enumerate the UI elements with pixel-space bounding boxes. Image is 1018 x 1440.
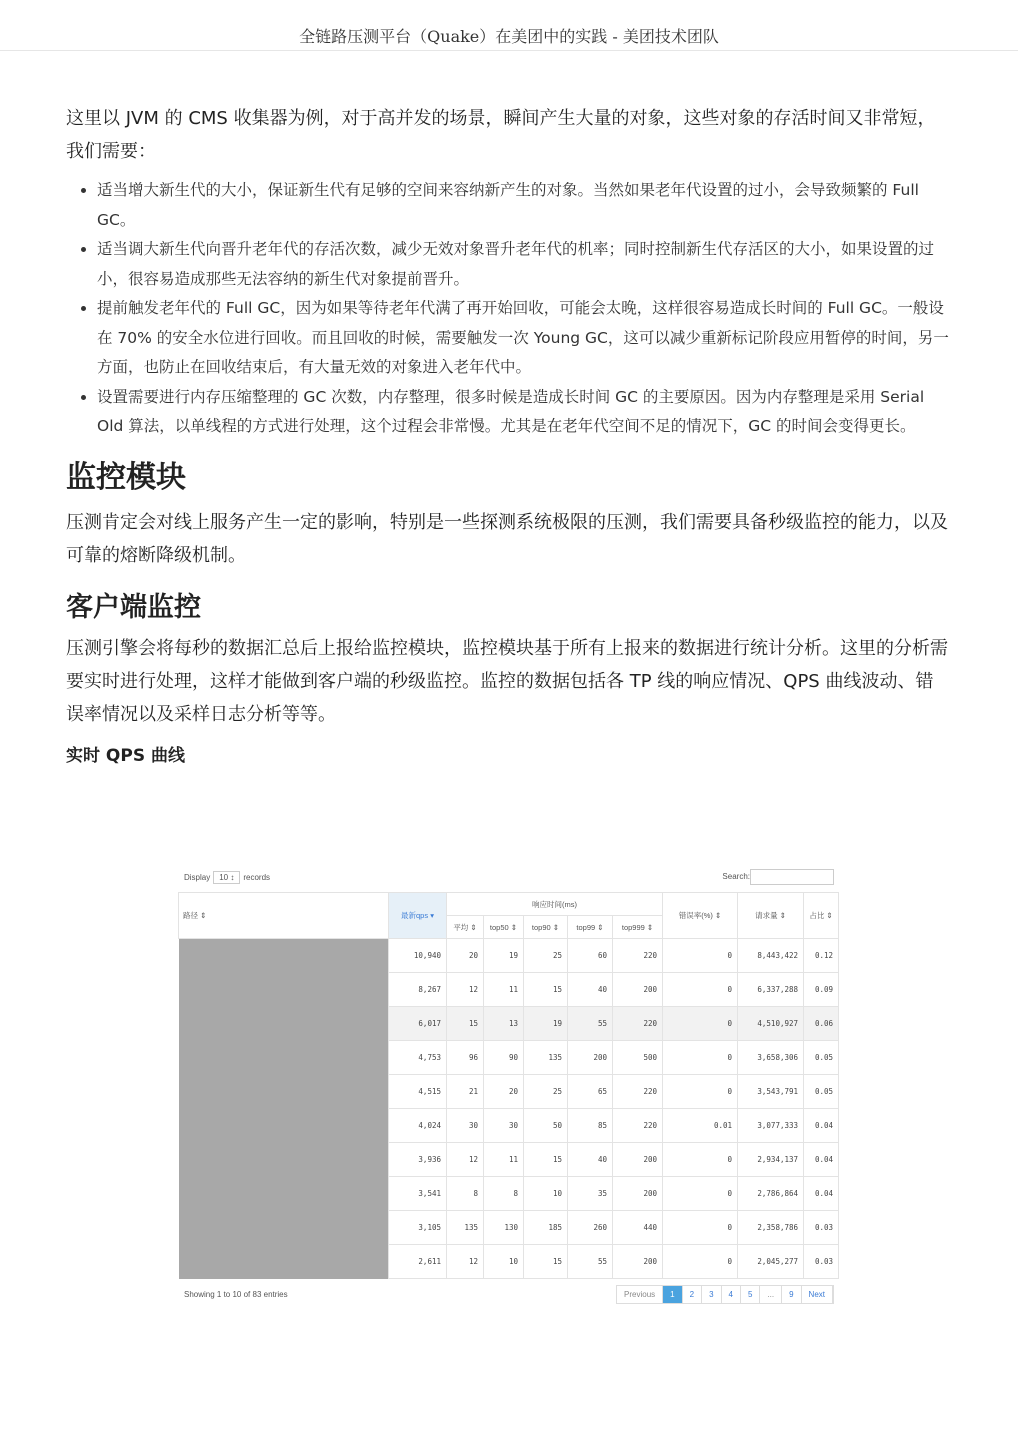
table-cell: 2,611	[389, 1245, 447, 1279]
search-input[interactable]	[750, 869, 834, 885]
page-button[interactable]: ...	[760, 1286, 782, 1303]
page-header-title: 全链路压测平台（Quake）在美团中的实践 - 美团技术团队	[299, 27, 719, 46]
page-button[interactable]: 1	[663, 1286, 682, 1303]
table-cell: 12	[447, 1143, 484, 1177]
table-cell: 10	[484, 1245, 524, 1279]
table-cell: 2,934,137	[738, 1143, 804, 1177]
table-cell: 35	[568, 1177, 613, 1211]
table-cell: 19	[484, 939, 524, 973]
table-cell: 0.03	[804, 1245, 839, 1279]
table-cell: 50	[524, 1109, 568, 1143]
col-top999[interactable]: top999 ⇕	[613, 916, 663, 939]
table-cell: 10	[524, 1177, 568, 1211]
table-cell: 200	[613, 1245, 663, 1279]
page-button[interactable]: Next	[802, 1286, 833, 1303]
table-cell: 0.03	[804, 1211, 839, 1245]
table-cell: 0.04	[804, 1143, 839, 1177]
table-cell: 200	[613, 973, 663, 1007]
table-cell: 220	[613, 939, 663, 973]
table-cell: 4,753	[389, 1041, 447, 1075]
table-cell: 260	[568, 1211, 613, 1245]
page-button[interactable]: 5	[741, 1286, 760, 1303]
table-cell: 2,045,277	[738, 1245, 804, 1279]
table-cell: 200	[613, 1177, 663, 1211]
table-cell: 0	[663, 973, 738, 1007]
table-cell: 0	[663, 1007, 738, 1041]
search-label: Search:	[722, 872, 750, 882]
table-cell: 6,337,288	[738, 973, 804, 1007]
table-cell: 4,024	[389, 1109, 447, 1143]
table-cell: 0	[663, 1177, 738, 1211]
list-item: • 设置需要进行内存压缩整理的 GC 次数，内存整理，很多时候是造成长时间 GC 的主要原因。因为内存整理是采用 Serial Old 算法，以单线程的方式进行处理，这个过程会非常慢。尤其是在老年代空间不足的情况下，GC 的时间会变得更长。	[97, 383, 950, 442]
table-cell: 20	[447, 939, 484, 973]
table-cell: 220	[613, 1109, 663, 1143]
table-cell: 0	[663, 1143, 738, 1177]
table-cell: 185	[524, 1211, 568, 1245]
page-button[interactable]: 4	[722, 1286, 741, 1303]
page-button[interactable]: 3	[702, 1286, 721, 1303]
list-item: • 适当调大新生代向晋升老年代的存活次数，减少无效对象晋升老年代的机率；同时控制新生代存活区的大小，如果设置的过小，很容易造成那些无法容纳的新生代对象提前晋升。	[97, 235, 950, 294]
col-group-response-time: 响应时间(ms)	[447, 893, 663, 916]
col-avg[interactable]: 平均 ⇕	[447, 916, 484, 939]
table-cell: 0.04	[804, 1109, 839, 1143]
table-cell: 3,543,791	[738, 1075, 804, 1109]
table-cell: 0.05	[804, 1041, 839, 1075]
col-error-rate[interactable]: 错误率(%) ⇕	[663, 893, 738, 939]
table-cell: 0	[663, 939, 738, 973]
table-cell: 30	[447, 1109, 484, 1143]
header-divider	[0, 50, 1018, 51]
table-cell: 40	[568, 1143, 613, 1177]
page-button[interactable]: 9	[782, 1286, 801, 1303]
table-cell: 60	[568, 939, 613, 973]
table-cell: 220	[613, 1007, 663, 1041]
table-cell: 21	[447, 1075, 484, 1109]
display-label: Display	[184, 872, 211, 882]
table-cell: 12	[447, 973, 484, 1007]
table-cell: 55	[568, 1245, 613, 1279]
table-cell: 0.04	[804, 1177, 839, 1211]
table-cell: 200	[568, 1041, 613, 1075]
table-cell: 8	[484, 1177, 524, 1211]
article-body	[66, 102, 950, 766]
table-cell: 40	[568, 973, 613, 1007]
table-cell: 0.09	[804, 973, 839, 1007]
table-cell: 30	[484, 1109, 524, 1143]
col-requests[interactable]: 请求量 ⇕	[738, 893, 804, 939]
table-cell: 55	[568, 1007, 613, 1041]
table-cell: 3,105	[389, 1211, 447, 1245]
table-cell: 8	[447, 1177, 484, 1211]
table-cell: 220	[613, 1075, 663, 1109]
table-cell: 15	[524, 1245, 568, 1279]
page-button[interactable]: Previous	[617, 1286, 663, 1303]
col-top50[interactable]: top50 ⇕	[484, 916, 524, 939]
table-cell: 20	[484, 1075, 524, 1109]
intro-paragraph: 这里以 JVM 的 CMS 收集器为例，对于高并发的场景，瞬间产生大量的对象，这些对象的存活时间又非常短，我们需要：	[66, 108, 936, 162]
table-cell: 3,936	[389, 1143, 447, 1177]
table-cell: 135	[447, 1211, 484, 1245]
table-cell: 25	[524, 1075, 568, 1109]
records-label: records	[243, 872, 271, 882]
table-cell: 65	[568, 1075, 613, 1109]
list-item: • 提前触发老年代的 Full GC，因为如果等待老年代满了再开始回收，可能会太晚，这样很容易造成长时间的 Full GC。一般设在 70% 的安全水位进行回收。而且回收的时候，需要触发一次 Young GC，这可以减少重新标记阶段应用暂停的时间，另一方面，也防止在回收结束后，有大量无效的对象进入老年代中。	[97, 294, 950, 383]
table-cell: 200	[613, 1143, 663, 1177]
table-cell: 3,658,306	[738, 1041, 804, 1075]
paragraph: 压测引擎会将每秒的数据汇总后上报给监控模块，监控模块基于所有上报来的数据进行统计分析。这里的分析需要实时进行处理，这样才能做到客户端的秒级监控。监控的数据包括各 TP 线的响应情况、QPS 曲线波动、错误率情况以及采样日志分析等等。	[66, 637, 948, 725]
table-cell: 130	[484, 1211, 524, 1245]
page-button[interactable]: 2	[683, 1286, 702, 1303]
paragraph: 压测肯定会对线上服务产生一定的影响，特别是一些探测系统极限的压测，我们需要具备秒级监控的能力，以及可靠的熔断降级机制。	[66, 511, 948, 566]
table-cell: 4,510,927	[738, 1007, 804, 1041]
qps-table	[178, 892, 839, 1279]
table-cell: 15	[447, 1007, 484, 1041]
table-cell: 500	[613, 1041, 663, 1075]
table-cell: 2,786,864	[738, 1177, 804, 1211]
table-cell: 4,515	[389, 1075, 447, 1109]
redacted-path-cell	[179, 939, 389, 1279]
table-cell: 10,940	[389, 939, 447, 973]
table-cell: 0.12	[804, 939, 839, 973]
col-path[interactable]: 路径 ⇕	[179, 893, 389, 939]
table-cell: 25	[524, 939, 568, 973]
pagination	[616, 1285, 834, 1304]
table-cell: 85	[568, 1109, 613, 1143]
table-cell: 19	[524, 1007, 568, 1041]
section-heading: 监控模块	[66, 459, 186, 495]
table-cell: 135	[524, 1041, 568, 1075]
minor-heading: 实时 QPS 曲线	[66, 745, 185, 766]
col-ratio[interactable]: 占比 ⇕	[804, 893, 839, 939]
table-cell: 0	[663, 1245, 738, 1279]
col-top99[interactable]: top99 ⇕	[568, 916, 613, 939]
qps-table-screenshot	[178, 862, 840, 1299]
table-cell: 0.06	[804, 1007, 839, 1041]
table-cell: 3,077,333	[738, 1109, 804, 1143]
table-cell: 3,541	[389, 1177, 447, 1211]
table-cell: 12	[447, 1245, 484, 1279]
subsection-heading: 客户端监控	[66, 591, 201, 623]
table-cell: 6,017	[389, 1007, 447, 1041]
table-cell: 8,443,422	[738, 939, 804, 973]
records-select[interactable]: 10 ↕	[213, 871, 240, 884]
table-cell: 13	[484, 1007, 524, 1041]
table-cell: 0	[663, 1041, 738, 1075]
col-qps[interactable]: 最新qps ▾	[389, 893, 447, 939]
bullet-list	[66, 176, 950, 442]
table-cell: 96	[447, 1041, 484, 1075]
table-cell: 2,358,786	[738, 1211, 804, 1245]
entries-info: Showing 1 to 10 of 83 entries	[184, 1290, 288, 1299]
table-cell: 11	[484, 1143, 524, 1177]
table-cell: 0	[663, 1075, 738, 1109]
table-cell: 15	[524, 973, 568, 1007]
table-cell: 0.01	[663, 1109, 738, 1143]
list-item: • 适当增大新生代的大小，保证新生代有足够的空间来容纳新产生的对象。当然如果老年代设置的过小，会导致频繁的 Full GC。	[97, 176, 950, 235]
table-cell: 11	[484, 973, 524, 1007]
table-cell: 0.05	[804, 1075, 839, 1109]
col-top90[interactable]: top90 ⇕	[524, 916, 568, 939]
table-cell: 0	[663, 1211, 738, 1245]
table-cell: 15	[524, 1143, 568, 1177]
table-cell: 90	[484, 1041, 524, 1075]
table-cell: 8,267	[389, 973, 447, 1007]
table-cell: 440	[613, 1211, 663, 1245]
table-row	[179, 939, 839, 973]
